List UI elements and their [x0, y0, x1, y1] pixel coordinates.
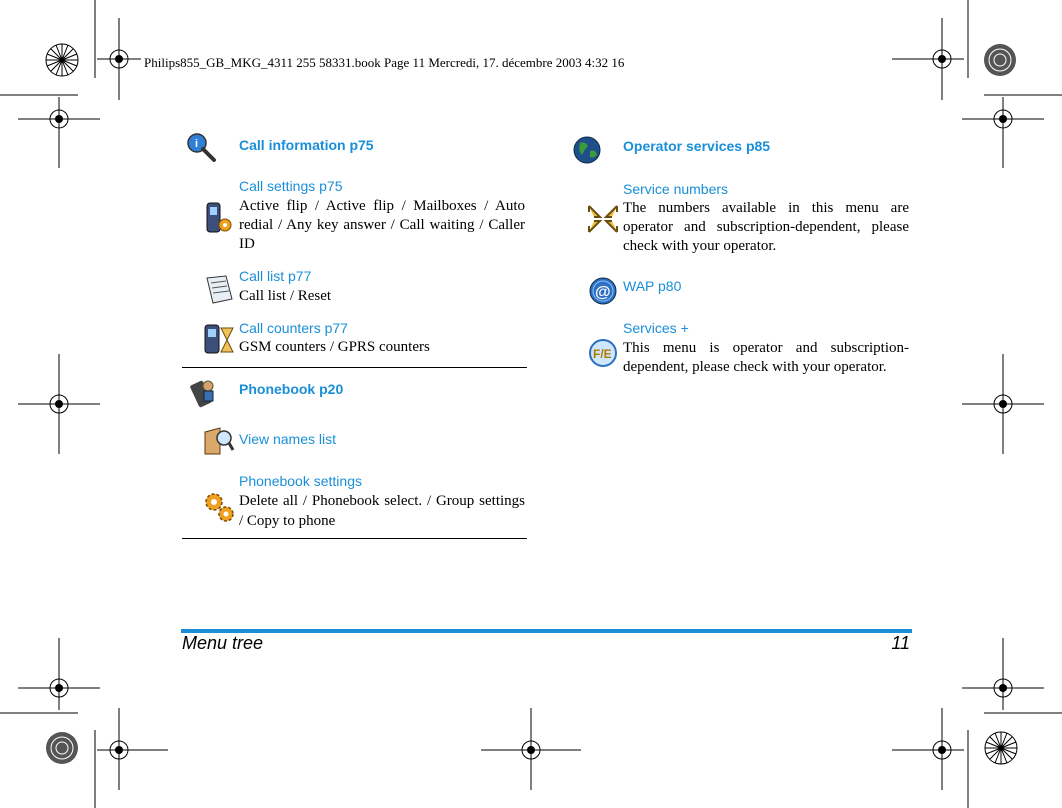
footer-section-title: Menu tree — [182, 633, 264, 653]
call-counters-title: Call counters p77 — [239, 320, 348, 336]
magnifier-info-icon — [184, 130, 218, 164]
services-plus-title: Services + — [623, 320, 689, 336]
operator-services-title: Operator services p85 — [623, 138, 771, 154]
footer-rule — [181, 629, 912, 633]
phonebook-settings-title: Phonebook settings — [239, 473, 362, 489]
svg-text:F/E: F/E — [593, 347, 612, 361]
globe-icon — [570, 133, 604, 167]
svg-text:i: i — [195, 138, 199, 150]
service-numbers-icon — [586, 202, 620, 236]
call-counters-body: GSM counters / GPRS counters — [239, 339, 430, 355]
print-header: Philips855_GB_MKG_4311 255 58331.book Page 11 Mercredi, 17. décembre 2003 4:32 16 — [144, 55, 625, 70]
call-settings-body: Active flip / Active flip / Mailboxes / Auto redial / Any key answer / Call waiting / Caller ID — [239, 198, 525, 252]
service-numbers-body: The numbers available in this menu are operator and subscription-dependent, please check with your operator. — [623, 200, 909, 254]
section-divider — [182, 538, 527, 539]
view-names-title: View names list — [239, 431, 337, 447]
view-names-icon — [202, 424, 236, 458]
phonebook-title: Phonebook p20 — [239, 381, 344, 397]
svg-text:@: @ — [595, 284, 611, 301]
call-list-body: Call list / Reset — [239, 288, 332, 304]
phonebook-settings-body: Delete all / Phonebook select. / Group settings / Copy to phone — [239, 493, 525, 529]
phone-settings-icon — [202, 201, 236, 235]
call-counter-icon — [202, 322, 236, 356]
section-divider — [182, 367, 527, 368]
wap-title: WAP p80 — [623, 278, 682, 294]
service-numbers-title: Service numbers — [623, 181, 729, 197]
gears-icon — [202, 490, 236, 524]
call-settings-title: Call settings p75 — [239, 178, 343, 194]
call-list-icon — [202, 273, 236, 307]
services-plus-body: This menu is operator and subscription-dependent, please check with your operator. — [623, 340, 909, 375]
page-number: 11 — [891, 633, 910, 653]
call-information-title: Call information p75 — [239, 137, 374, 153]
call-list-title: Call list p77 — [239, 268, 312, 284]
services-plus-icon — [586, 336, 620, 370]
phonebook-icon — [186, 376, 220, 410]
wap-icon — [586, 274, 620, 308]
